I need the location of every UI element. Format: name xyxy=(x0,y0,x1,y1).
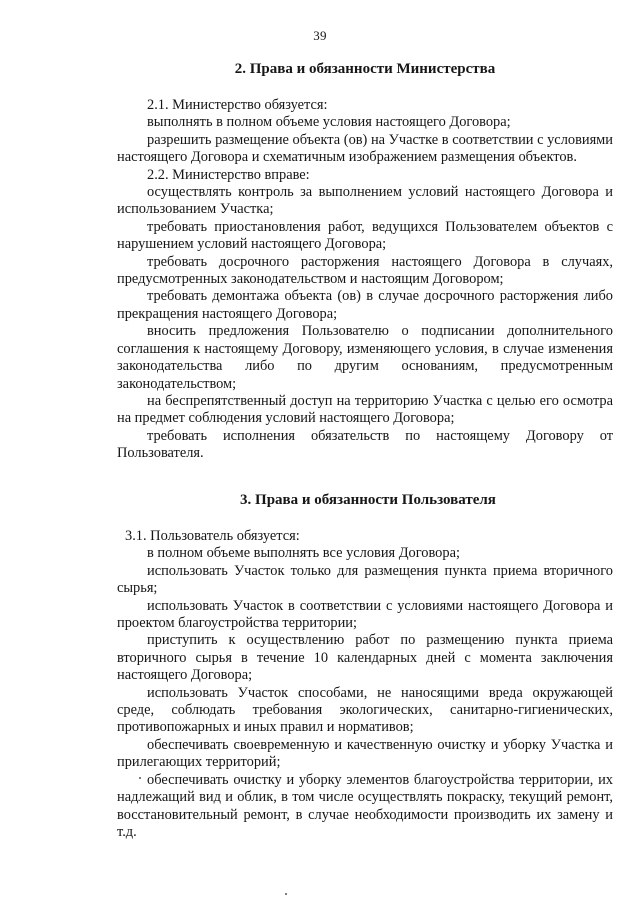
paragraph: обеспечивать своевременную и качественную очистку и уборку Участка и прилегающих территорий; xyxy=(117,736,613,771)
paragraph: вносить предложения Пользователю о подписании дополнительного соглашения к настоящему Договору, изменяющего условия, в случае изменения законодательства либо по другим основаниям, предусмотренным законодательством; xyxy=(117,323,613,392)
paragraph: осуществлять контроль за выполнением условий настоящего Договора и использованием Участка; xyxy=(117,184,613,218)
paragraph: использовать Участок только для размещения пункта приема вторичного сырья; xyxy=(117,562,613,597)
section-heading-ministry: 2. Права и обязанности Министерства xyxy=(234,61,496,77)
section-ministry-rights-obligations xyxy=(117,60,613,463)
paragraph: разрешить размещение объекта (ов) на Участке в соответствии с условиями настоящего Договора и схематичным изображением размещения объектов. xyxy=(117,131,613,166)
paragraph: требовать приостановления работ, ведущихся Пользователем объектов с нарушением условий настоящего Договора; xyxy=(117,218,613,253)
paragraph-3-1: 3.1. Пользователь обязуется: xyxy=(125,528,300,544)
paragraph: требовать демонтажа объекта (ов) в случае досрочного расторжения либо прекращения настоящего Договора; xyxy=(117,288,613,322)
scan-speck xyxy=(285,893,287,895)
paragraph-2-1: 2.1. Министерство обязуется: xyxy=(147,97,328,113)
paragraph: в полном объеме выполнять все условия Договора; xyxy=(147,545,460,562)
paragraph: требовать досрочного расторжения настоящего Договора в случаях, предусмотренных законодательством и настоящим Договором; xyxy=(117,253,613,288)
page-number: 39 xyxy=(313,28,327,43)
paragraph: использовать Участок способами, не наносящими вреда окружающей среде, соблюдать требования экологических, санитарно-гигиенических, противопожарных и иных правил и нормативов; xyxy=(117,684,613,736)
section-user-rights-obligations xyxy=(117,491,613,841)
paragraph: приступить к осуществлению работ по размещению пункта приема вторичного сырья в течение 10 календарных дней с момента заключения настоящего Договора; xyxy=(117,632,613,684)
paragraph: на беспрепятственный доступ на территорию Участка с целью его осмотра на предмет соблюдения условий настоящего Договора; xyxy=(117,392,613,427)
paragraph: требовать исполнения обязательств по настоящему Договору от Пользователя. xyxy=(117,427,613,462)
paragraph: обеспечивать очистку и уборку элементов благоустройства территории, их надлежащий вид и облик, в том числе осуществлять покраску, текущий ремонт, восстановительный ремонт, в случае необходимости производить их замену и т.д. xyxy=(117,771,613,840)
section-heading-user: 3. Права и обязанности Пользователя xyxy=(240,492,496,508)
paragraph-2-2: 2.2. Министерство вправе: xyxy=(147,166,310,183)
paragraph: использовать Участок в соответствии с условиями настоящего Договора и проектом благоустройства территории; xyxy=(117,597,613,632)
paragraph: выполнять в полном объеме условия настоящего Договора; xyxy=(147,114,511,131)
scan-speck xyxy=(139,777,141,779)
